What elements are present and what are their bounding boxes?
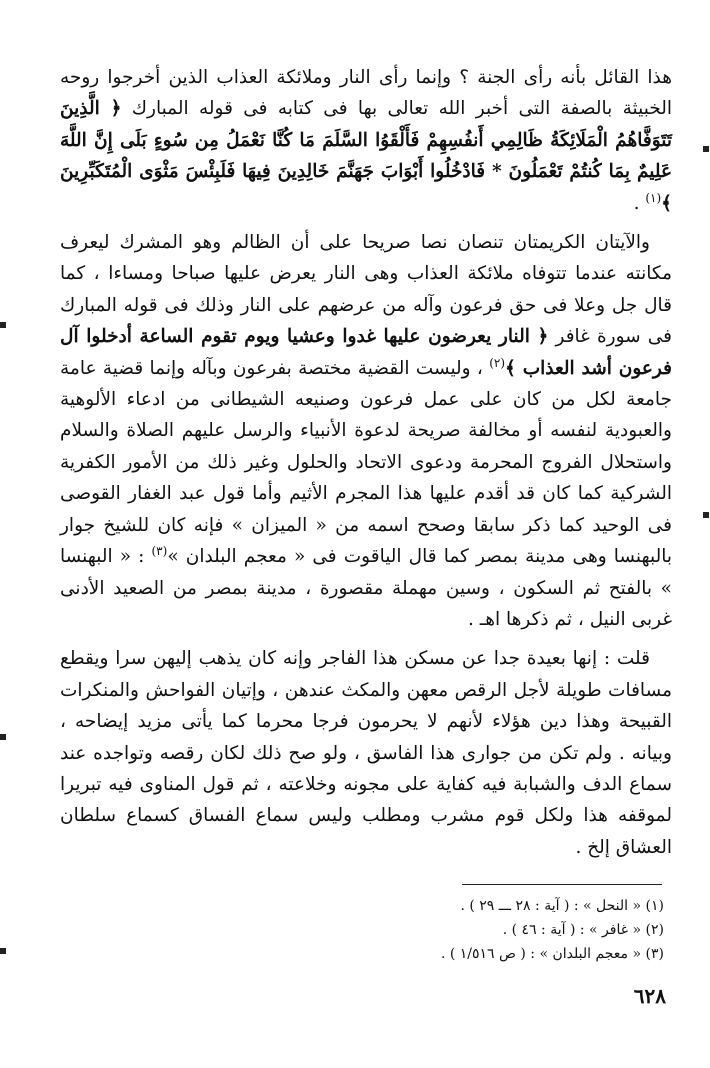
footnote-number: (٢) [645, 922, 664, 938]
margin-mark [0, 734, 6, 740]
paragraph [60, 227, 672, 635]
page-number: ٦٢٨ [633, 984, 666, 1008]
footnotes [200, 894, 664, 966]
margin-mark [703, 512, 709, 518]
paragraph-text: هذا القائل بأنه رأى الجنة ؟ وإنما رأى النار وملائكة العذاب الذين أخرجوا روحه الخبيثة بالصفة التى أخبر الله تعالى بها فى كتابه فى قوله المبارك [60, 67, 673, 120]
main-text [60, 62, 672, 863]
footnote-ref: (٣) [151, 543, 168, 558]
footnote-text: « معجم البلدان » : ( ص ١/٥١٦ ) . [440, 946, 642, 962]
footnote [200, 918, 664, 942]
paragraph-text: : « البهنسا » بالفتح ثم السكون ، وسين مهملة مقصورة ، مدينة بمصر من الصعيد الأدنى غربى النيل ، ثم ذكرها اهـ . [60, 546, 672, 630]
margin-mark [703, 146, 709, 152]
margin-mark [0, 322, 6, 328]
footnote-ref: (٢) [489, 355, 506, 370]
paragraph [60, 62, 672, 219]
footnote [200, 942, 664, 966]
footnote-number: (١) [645, 898, 664, 914]
footnote-divider [462, 884, 662, 885]
paragraph-text: والآيتان الكريمتان تنصان نصا صريحا على أن الظالم وهو المشرك ليعرف مكانته عندما تتوفاه ملائكة العذاب وهى النار يعرض عليها صباحا ومساءا ، كما قال جل وعلا فى حق فرعون وآله من عرضهم على النار وذلك فى قوله المبارك فى سورة غافر [60, 232, 673, 348]
paragraph-text: ، وليست القضية مختصة بفرعون وبآله وإنما قضية عامة جامعة لكل من كان على عمل فرعون وصنيعه الشيطانى من ادعاء الألوهية والعبودية لنفسه أو مخالفة صريحة لدعوة الأنبياء والرسل عليهم الصلاة والسلام واستحلال الفروج المحرمة ودعوى الاتحاد والحلول وغير ذلك من الأمور الكفرية الشركية كما كان قد أقدم عليها هذا المجرم الأثيم وأما قول عبد الغفار القوصى فى الوحيد كما ذكر سابقا وصحح اسمه من « الميزان » فإنه كان للشيخ جوار بالبهنسا وهى مدينة بمصر كما قال الياقوت فى « معجم البلدان » [60, 357, 672, 568]
footnote-number: (٣) [645, 946, 664, 962]
quran-verse: ﴿ الَّذِينَ تَتَوَفَّاهُمُ الْمَلَائِكَةُ ظَالِمِي أَنفُسِهِمْ فَأَلْقَوُا السَّلَمَ مَا كُنَّا نَعْمَلُ مِن سُوءٍ بَلَى إِنَّ اللَّهَ عَلِيمٌ بِمَا كُنتُمْ تَعْمَلُونَ * فَادْخُلُوا أَبْوَابَ جَهَنَّمَ خَالِدِينَ فِيهَا فَلَبِئْسَ مَثْوَى الْمُتَكَبِّرِينَ ﴾ [60, 98, 672, 214]
footnote-text: « غافر » : ( آية : ٤٦ ) . [502, 922, 642, 938]
quran-verse: ﴿ النار يعرضون عليها غدوا وعشيا ويوم تقوم الساعة أدخلوا آل فرعون أشد العذاب ﴾ [60, 326, 672, 379]
paragraph-text: . [633, 192, 646, 214]
margin-mark [0, 948, 6, 954]
footnote [200, 894, 664, 918]
paragraph-text: قلت : إنها بعيدة جدا عن مسكن هذا الفاجر وإنه كان يذهب إليهن سرا ويقطع مسافات طويلة لأجل الرقص معهن والمكث عندهن ، وإتيان الفواحش والمنكرات القبيحة وهذا دين هؤلاء لأنهم لا يحرمون فرجا محرما كما يأتى مزيد إيضاحه ، وبيانه . ولم تكن من جوارى هذا الفاسق ، ولو صح ذلك لكان رقصه وتواجده عند سماع الدف والشبابة فيه كفاية على مجونه وخلاعته ، ثم قول المناوى فيه تبريرا لموقفه هذا ولكل قوم مشرب ومطلب وليس سماع الفساق كسماع سلطان العشاق إلخ . [60, 648, 672, 858]
footnote-ref: (١) [645, 190, 662, 205]
footnote-text: « النحل » : ( آية : ٢٨ ـــ ٢٩ ) . [460, 898, 642, 914]
paragraph [60, 643, 672, 863]
